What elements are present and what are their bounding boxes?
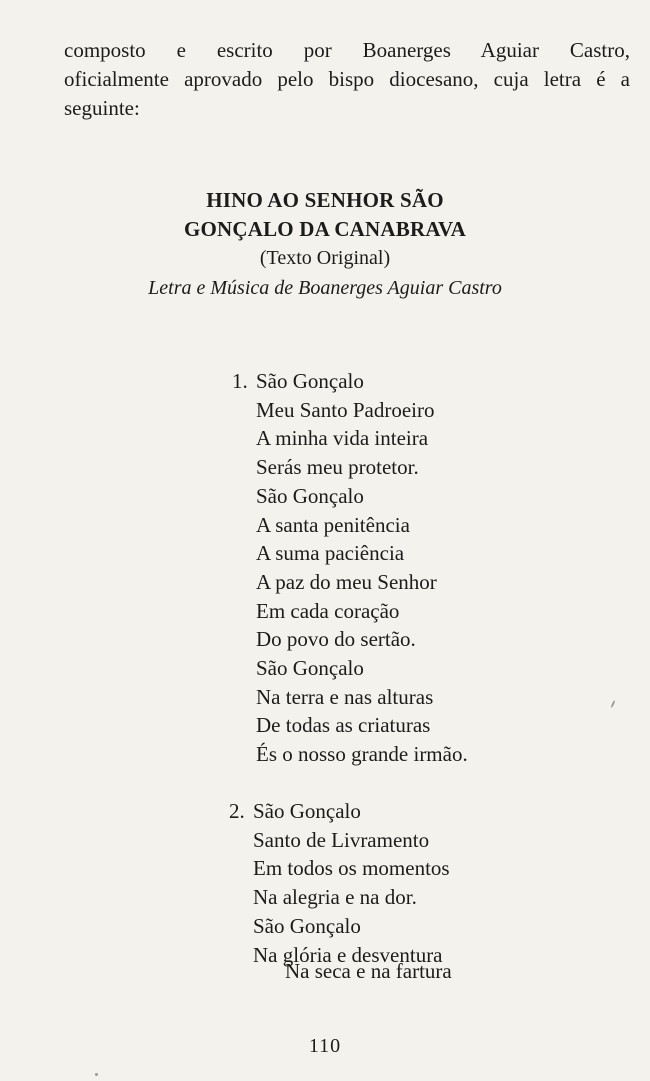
verse-line: Santo de Livramento (253, 827, 430, 852)
stanza-2 (229, 797, 452, 986)
intro-line: seguinte: (64, 96, 140, 120)
verse-line: És o nosso grande irmão. (256, 742, 468, 767)
verse-line: Na terra e nas alturas (256, 684, 434, 709)
intro-paragraph (64, 36, 630, 123)
verse-line: 1. São Gonçalo (232, 367, 468, 396)
hymn-credit: Letra e Música de Boanerges Aguiar Castro (148, 277, 502, 299)
verse-line: São Gonçalo (256, 483, 364, 508)
hymn-subtitle: (Texto Original) (259, 247, 391, 269)
verse-line: A paz do meu Senhor (256, 569, 437, 594)
verse-line: Na alegria e na dor. (253, 885, 417, 910)
verse-line: São Gonçalo (253, 913, 361, 938)
hymn-title-line-1: HINO AO SENHOR SÃO (206, 188, 444, 212)
stanza-number: 2. (229, 799, 245, 823)
verse-line: 2. São Gonçalo (229, 797, 452, 826)
verse-line: Meu Santo Padroeiro (256, 397, 435, 422)
verse-line: Em todos os momentos (253, 856, 450, 881)
verse-line: A santa penitência (256, 512, 410, 537)
verse-line: Na glória e desventura (253, 942, 443, 967)
paper-speck (610, 700, 615, 708)
verse-line: Do povo do sertão. (256, 627, 416, 652)
verse-line: Em cada coração (256, 598, 400, 623)
intro-line: composto e escrito por Boanerges Aguiar Castro, (64, 38, 630, 62)
verse-line: Na seca e na fartura (285, 959, 452, 984)
paper-speck (95, 1073, 98, 1076)
verse-line: De todas as criaturas (256, 713, 431, 738)
hymn-title-line-2: GONÇALO DA CANABRAVA (183, 217, 467, 241)
verse-line: Serás meu protetor. (256, 455, 419, 480)
stanza-number: 1. (232, 369, 248, 393)
verse-line: A suma paciência (256, 541, 405, 566)
verse-line: A minha vida inteira (256, 426, 429, 451)
verse-line: São Gonçalo (256, 656, 364, 681)
stanza-1 (232, 367, 468, 769)
intro-line: oficialmente aprovado pelo bispo diocesano, cuja letra é a (64, 67, 630, 91)
hymn-heading (0, 186, 650, 304)
page-number: 110 (308, 1035, 342, 1057)
